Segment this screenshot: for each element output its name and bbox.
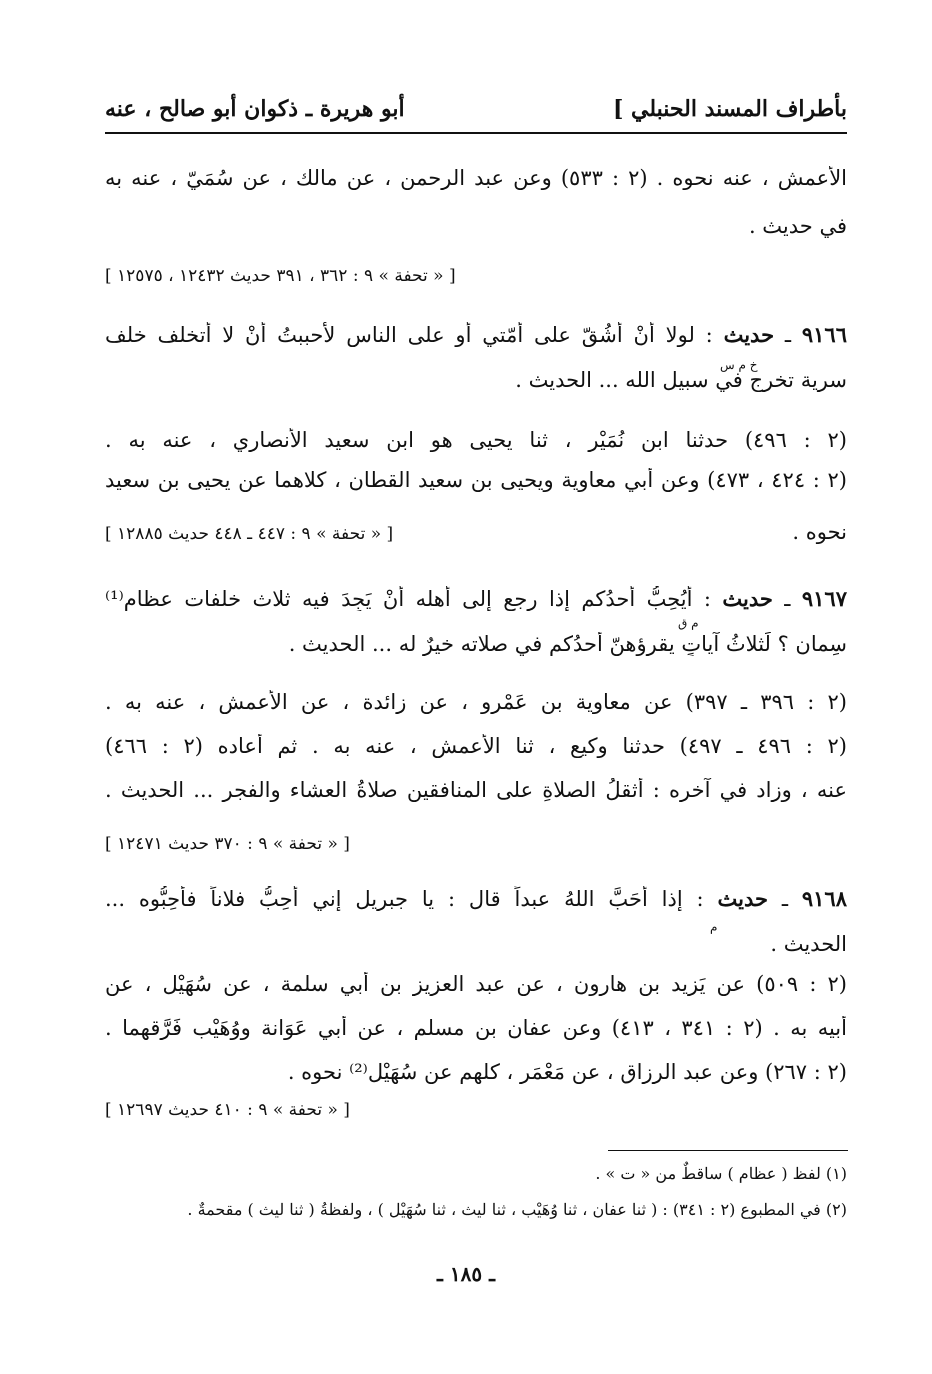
intro-reference: [ « تحفة » ٩ : ٣٦٢ ، ٣٩١ حديث ١٢٤٣٢ ، ١٢٥٧٥ ] (105, 266, 456, 286)
hadith-dash: ـ (772, 587, 802, 611)
hadith-9166-source-1: (٢ : ٤٩٦) حدثنا ابن نُمَيْر ، ثنا يحيى هو ابن سعيد الأنصاري ، عنه به . (105, 428, 847, 452)
hadith-label: حديث (722, 586, 773, 611)
hadith-9166-source-2: (٢ : ٤٢٤ ، ٤٧٣) وعن أبي معاوية ويحيى بن سعيد القطان ، كلاهما عن يحيى بن سعيد (105, 468, 847, 492)
hadith-9168-source-2: أبيه به . (٢ : ٣٤١ ، ٤١٣) وعن عفان بن مسلم ، عن أبي عَوَانة ووُهَيْب فَرَّقهما . (105, 1016, 847, 1040)
hadith-9168-source-1: (٢ : ٥٠٩) عن يَزِيد بن هارون ، عن عبد العزيز بن أبي سلمة ، عن سُهَيْل ، عن (105, 972, 847, 996)
hadith-text: : أَيُحِبُّ أحدُكم إذا رجع إلى أهله أنْ يَجِدَ فيه ثلاث خلفات عظام⁽¹⁾ (105, 587, 723, 611)
footnote-2: (٢) في المطبوع (٢ : ٣٤١) : ( ثنا عفان ، ثنا وُهَيْب ، ثنا ليث ، ثنا سُهَيْل ) ، ولفظةُ ( ثنا ليث ) مقحمةٌ . (187, 1200, 847, 1219)
hadith-9167-source-1: (٢ : ٣٩٦ ـ ٣٩٧) عن معاوية بن عَمْرو ، عن زائدة ، عن الأعمش ، عنه به . (105, 690, 847, 714)
hadith-9166-line-2: سرية تخرج في سبيل الله ... الحديث . (515, 368, 847, 392)
page-number: ـ ١٨٥ ـ (437, 1262, 495, 1286)
intro-line-2: في حديث . (748, 214, 847, 238)
intro-line-1: الأعمش ، عنه نحوه . (٢ : ٥٣٣) وعن عبد الرحمن ، عن مالك ، عن سُمَيّ ، عنه به (105, 166, 847, 190)
hadith-9168-sigla: م (710, 920, 718, 934)
hadith-9166-line-1 (105, 322, 847, 347)
hadith-9166-reference: [ « تحفة » ٩ : ٤٤٧ ـ ٤٤٨ حديث ١٢٨٨٥ ] (105, 524, 394, 544)
hadith-9167-line-1 (105, 586, 847, 611)
hadith-label: حديث (717, 886, 768, 911)
header-book-title: بأطراف المسند الحنبلي ] (612, 96, 847, 122)
hadith-9168-line-2: الحديث . (770, 932, 847, 956)
hadith-9166-sigla: خ م س (720, 358, 758, 372)
hadith-9167-line-2: سِمان ؟ لَثلاثُ آياتٍ يقرؤهنّ أحدُكم في صلاته خيرٌ له ... الحديث . (288, 632, 847, 656)
hadith-9168-line-1 (105, 886, 847, 911)
hadith-number: ٩١٦٦ (801, 322, 847, 347)
hadith-9168-source-3: (٢ : ٢٦٧) وعن عبد الرزاق ، عن مَعْمَر ، كلهم عن سُهَيْل⁽²⁾ نحوه . (287, 1060, 847, 1084)
hadith-9167-source-2: (٢ : ٤٩٦ ـ ٤٩٧) حدثنا وكيع ، ثنا الأعمش ، عنه به . ثم أعاده (٢ : ٤٦٦) (105, 734, 847, 758)
hadith-9167-source-3: عنه ، وزاد في آخره : أثقلُ الصلاةِ على المنافقين صلاةُ العشاء والفجر ... الحديث . (105, 778, 847, 802)
hadith-number: ٩١٦٨ (801, 886, 847, 911)
hadith-9167-reference: [ « تحفة » ٩ : ٣٧٠ حديث ١٢٤٧١ ] (105, 834, 350, 854)
hadith-dash: ـ (774, 323, 802, 347)
hadith-9166-source-3: نحوه . (792, 520, 847, 544)
hadith-number: ٩١٦٧ (801, 586, 847, 611)
hadith-9168-reference: [ « تحفة » ٩ : ٤١٠ حديث ١٢٦٩٧ ] (105, 1100, 350, 1120)
hadith-text: : لولا أنْ أشُقّ على أُمّتي أو على الناس لأحببتُ أنْ لا أتخلف خلف (105, 323, 724, 347)
hadith-label: حديث (723, 322, 775, 347)
running-header (105, 92, 847, 134)
hadith-9167-sigla: م ق (678, 616, 699, 630)
footnote-1: (١) لفظ ( عظام ) ساقطٌ من « ت » . (595, 1164, 847, 1183)
footnote-divider (608, 1150, 848, 1151)
hadith-dash: ـ (767, 887, 802, 911)
hadith-text: : إذا أَحَبَّ اللهُ عبداً قال : يا جبريل إني أُحِبُّ فلاناً فأَحِبُّوه ... (105, 887, 718, 911)
header-chapter-title: أبو هريرة ـ ذكوان أبو صالح ، عنه (105, 96, 405, 122)
